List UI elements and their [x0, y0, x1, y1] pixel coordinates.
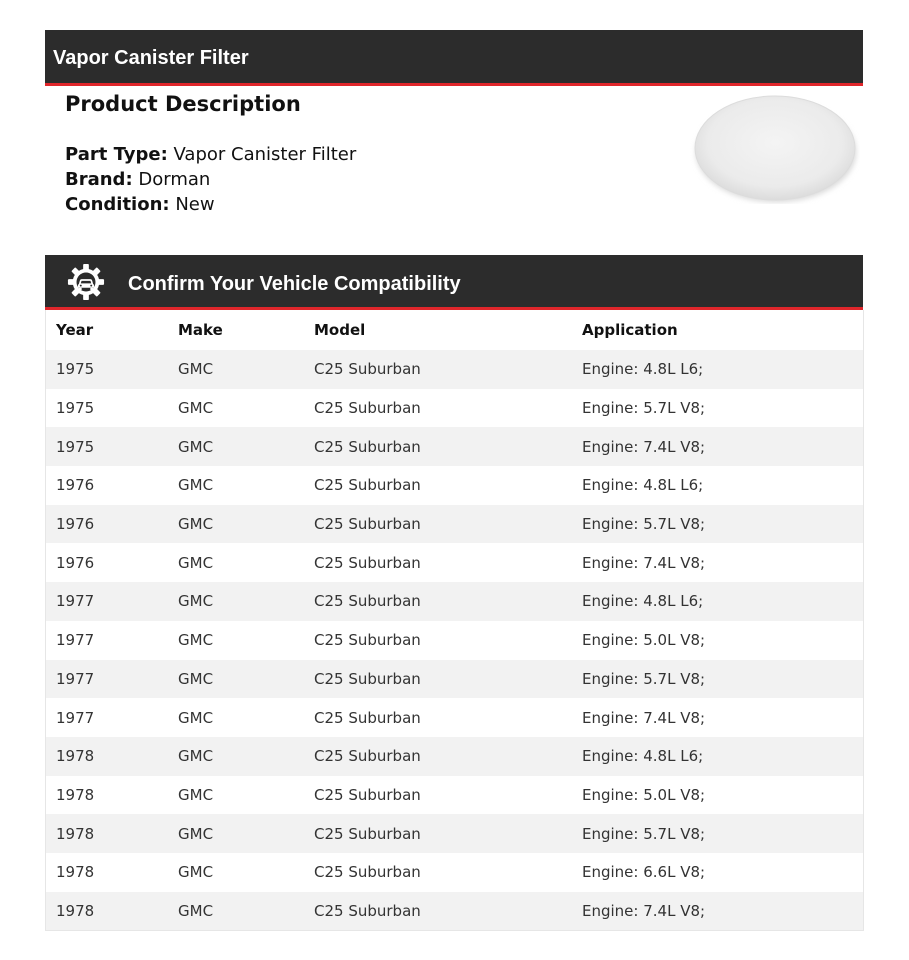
table-body — [46, 350, 863, 930]
cell-make: GMC — [168, 350, 304, 389]
cell-make: GMC — [168, 776, 304, 815]
cell-year: 1978 — [46, 892, 168, 931]
spec-value: Dorman — [138, 169, 211, 190]
column-header-model: Model — [314, 321, 366, 339]
cell-model: C25 Suburban — [304, 543, 572, 582]
cell-model: C25 Suburban — [304, 621, 572, 660]
table-row — [46, 660, 863, 699]
column-header-year: Year — [56, 321, 94, 339]
cell-make: GMC — [168, 621, 304, 660]
table-row — [46, 737, 863, 776]
table-row — [46, 350, 863, 389]
cell-make: GMC — [168, 737, 304, 776]
cell-make: GMC — [168, 698, 304, 737]
cell-application: Engine: 7.4L V8; — [572, 892, 863, 931]
table-row — [46, 853, 863, 892]
cell-make: GMC — [168, 505, 304, 544]
table-row — [46, 427, 863, 466]
cell-model: C25 Suburban — [304, 466, 572, 505]
cell-model: C25 Suburban — [304, 776, 572, 815]
cell-make: GMC — [168, 853, 304, 892]
cell-model: C25 Suburban — [304, 660, 572, 699]
table-row — [46, 892, 863, 931]
cell-application: Engine: 5.7L V8; — [572, 660, 863, 699]
table-row — [46, 466, 863, 505]
cell-year: 1978 — [46, 737, 168, 776]
cell-application: Engine: 5.7L V8; — [572, 505, 863, 544]
cell-application: Engine: 5.7L V8; — [572, 389, 863, 428]
table-row — [46, 543, 863, 582]
table-row — [46, 698, 863, 737]
cell-model: C25 Suburban — [304, 427, 572, 466]
cell-application: Engine: 4.8L L6; — [572, 582, 863, 621]
cell-model: C25 Suburban — [304, 505, 572, 544]
cell-application: Engine: 5.7L V8; — [572, 814, 863, 853]
spec-condition — [65, 194, 215, 215]
cell-year: 1978 — [46, 776, 168, 815]
cell-make: GMC — [168, 892, 304, 931]
table-row — [46, 814, 863, 853]
cell-model: C25 Suburban — [304, 737, 572, 776]
column-header-make: Make — [178, 321, 223, 339]
cell-year: 1975 — [46, 389, 168, 428]
table-row — [46, 776, 863, 815]
compatibility-header — [45, 255, 863, 310]
cell-model: C25 Suburban — [304, 350, 572, 389]
product-title-bar — [45, 30, 863, 86]
cell-model: C25 Suburban — [304, 892, 572, 931]
product-title: Vapor Canister Filter — [53, 47, 249, 69]
cell-make: GMC — [168, 543, 304, 582]
cell-year: 1975 — [46, 427, 168, 466]
cell-make: GMC — [168, 389, 304, 428]
table-header-row — [46, 310, 863, 350]
cell-model: C25 Suburban — [304, 389, 572, 428]
cell-year: 1976 — [46, 466, 168, 505]
cell-year: 1978 — [46, 853, 168, 892]
cell-year: 1976 — [46, 505, 168, 544]
description-heading: Product Description — [65, 92, 301, 116]
cell-year: 1976 — [46, 543, 168, 582]
cell-application: Engine: 7.4L V8; — [572, 543, 863, 582]
cell-application: Engine: 4.8L L6; — [572, 350, 863, 389]
cell-year: 1977 — [46, 660, 168, 699]
compatibility-title: Confirm Your Vehicle Compatibility — [128, 273, 461, 295]
cell-year: 1977 — [46, 621, 168, 660]
cell-application: Engine: 5.0L V8; — [572, 776, 863, 815]
spec-brand — [65, 169, 210, 190]
spec-part-type — [65, 144, 356, 165]
compatibility-table — [45, 310, 864, 931]
cell-make: GMC — [168, 660, 304, 699]
gear-car-icon — [67, 263, 105, 301]
cell-make: GMC — [168, 466, 304, 505]
cell-year: 1978 — [46, 814, 168, 853]
cell-make: GMC — [168, 814, 304, 853]
table-row — [46, 505, 863, 544]
cell-application: Engine: 4.8L L6; — [572, 737, 863, 776]
cell-application: Engine: 4.8L L6; — [572, 466, 863, 505]
column-header-application: Application — [582, 321, 678, 339]
cell-application: Engine: 6.6L V8; — [572, 853, 863, 892]
table-row — [46, 582, 863, 621]
cell-model: C25 Suburban — [304, 814, 572, 853]
spec-label: Brand: — [65, 169, 133, 190]
cell-make: GMC — [168, 427, 304, 466]
cell-application: Engine: 5.0L V8; — [572, 621, 863, 660]
product-image — [690, 92, 860, 204]
cell-year: 1975 — [46, 350, 168, 389]
cell-model: C25 Suburban — [304, 853, 572, 892]
cell-application: Engine: 7.4L V8; — [572, 427, 863, 466]
spec-label: Part Type: — [65, 144, 168, 165]
table-row — [46, 389, 863, 428]
spec-label: Condition: — [65, 194, 170, 215]
cell-application: Engine: 7.4L V8; — [572, 698, 863, 737]
table-row — [46, 621, 863, 660]
spec-value: Vapor Canister Filter — [173, 144, 357, 165]
cell-model: C25 Suburban — [304, 698, 572, 737]
spec-value: New — [175, 194, 215, 215]
cell-make: GMC — [168, 582, 304, 621]
cell-year: 1977 — [46, 698, 168, 737]
cell-model: C25 Suburban — [304, 582, 572, 621]
cell-year: 1977 — [46, 582, 168, 621]
